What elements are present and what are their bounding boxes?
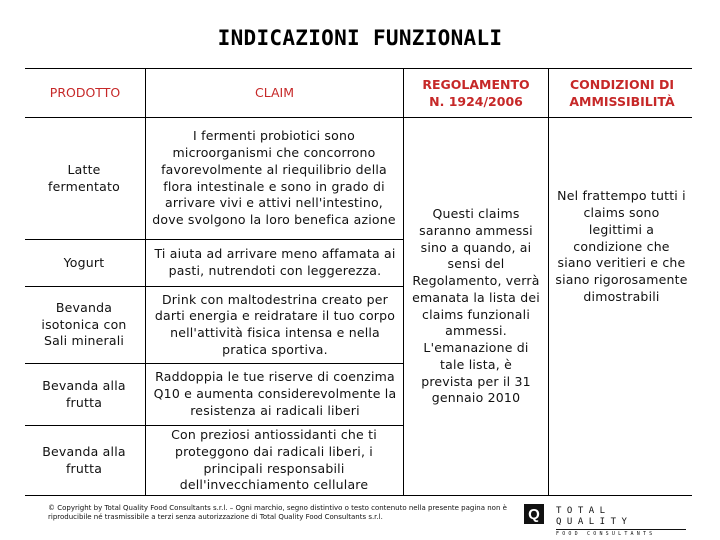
slide-title: INDICAZIONI FUNZIONALI [217,26,503,50]
row-1-product: Latte fermentato [48,161,120,194]
row-4-claim: Raddoppia le tue riserve di coenzima Q10 e aumenta considerevolmente la resistenza ai radicali liberi [153,369,397,418]
logo-main-text: TOTAL QUALITY [556,506,633,527]
row-5-claim: Con preziosi antiossidanti che ti proteggono dai radicali liberi, i principali responsabili dell'invecchiamento cellulare [171,427,377,493]
logo-sub-text: FOOD CONSULTANTS [556,529,686,537]
header-claim: CLAIM [254,85,294,101]
row-3-product: Bevanda isotonica con Sali minerali [41,299,127,349]
row-1-claim: I fermenti probiotici sono microorganismi che concorrono favorevolmente al riequilibrio della flora intestinale e sono in grado di arrivare vivi e attivi nell'intestino, dove svolgono la loro benefica azione [152,128,396,227]
table-divider [548,68,549,496]
copyright-notice: © Copyright by Total Quality Food Consultants s.r.l. – Ogni marchio, segno distintivo o testo contenuto nella presente pagina non è riproducibile né trasmissibile a terzi senza autorizzazione di Total Quality Food Consultants s.r.l. [48,504,507,522]
row-3-claim: Drink con maltodestrina creato per darti energia e reidratare il tuo corpo nell'attività fisica intensa e nella pratica sportiva. [154,291,396,357]
header-regulation: REGOLAMENTO N. 1924/2006 [422,76,530,109]
table-divider [145,68,146,496]
company-logo-mark: Q [524,504,544,524]
regulation-note: Questi claims saranno ammessi sino a quando, ai sensi del Regolamento, verrà emanata la lista dei claims funzionali ammessi. L'emanazione di tale lista, è prevista per il 31 gennaio 2010 [412,206,540,406]
row-2-claim: Ti aiuta ad arrivare meno affamata ai pasti, nutrendoti con leggerezza. [154,246,396,278]
table-divider [403,68,404,496]
header-product: PRODOTTO [49,85,121,101]
conditions-note: Nel frattempo tutti i claims sono legittimi a condizione che siano veritieri e che siano rigorosamente dimostrabili [555,188,688,304]
table-divider [25,495,692,496]
row-2-product: Yogurt [63,254,105,270]
row-5-product: Bevanda alla frutta [42,443,126,476]
header-conditions: CONDIZIONI DI AMMISSIBILITÀ [569,76,675,109]
row-4-product: Bevanda alla frutta [42,377,126,410]
company-logo [556,506,686,537]
